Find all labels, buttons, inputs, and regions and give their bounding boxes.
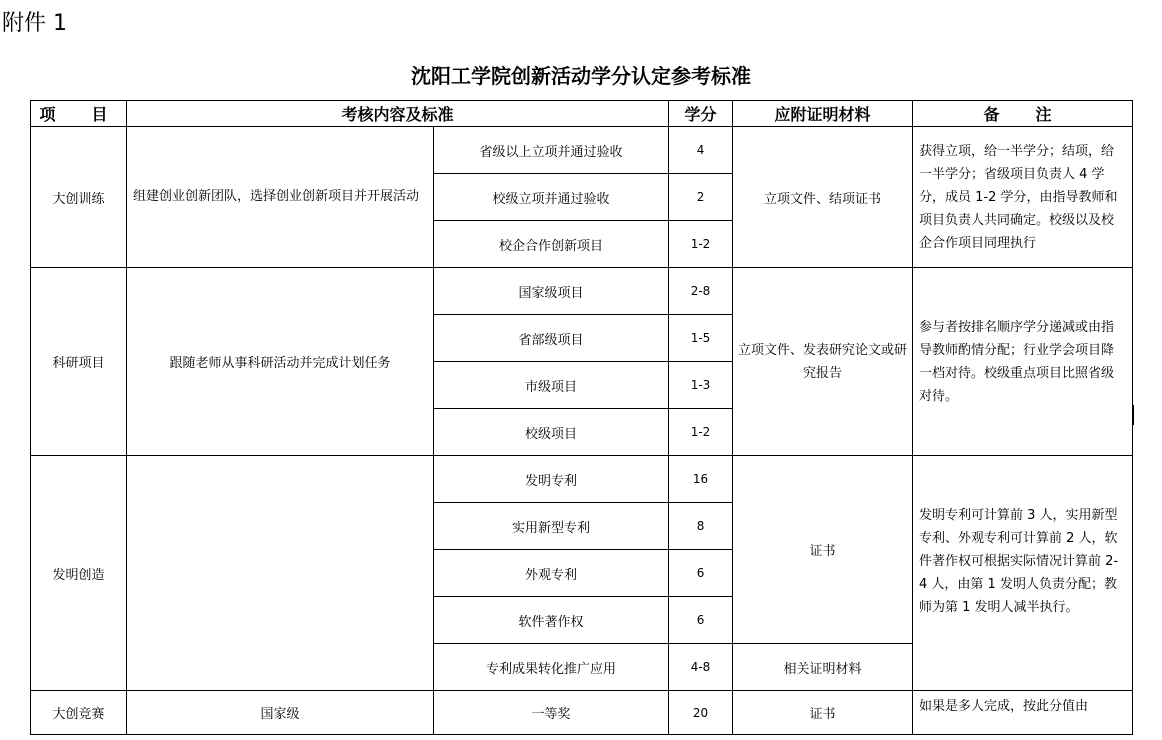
materials-faming: 证书 bbox=[733, 456, 913, 644]
category-keyan: 科研项目 bbox=[31, 268, 127, 456]
header-content: 考核内容及标准 bbox=[127, 101, 669, 127]
header-remarks: 备 注 bbox=[913, 101, 1133, 127]
header-materials: 应附证明材料 bbox=[733, 101, 913, 127]
credit-value: 16 bbox=[669, 456, 733, 503]
remarks-dachuang: 获得立项，给一半学分；结项，给一半学分；省级项目负责人 4 学分，成员 1-2 学分，由指导教师和项目负责人共同确定。校级以及校企合作项目同理执行 bbox=[913, 127, 1133, 268]
materials-jingsai: 证书 bbox=[733, 691, 913, 735]
text-cursor bbox=[1132, 405, 1134, 425]
table-row bbox=[31, 127, 1133, 174]
description-faming bbox=[127, 456, 434, 691]
category-jingsai: 大创竞赛 bbox=[31, 691, 127, 735]
credit-value: 1-5 bbox=[669, 315, 733, 362]
materials-dachuang: 立项文件、结项证书 bbox=[733, 127, 913, 268]
header-item: 项 目 bbox=[31, 101, 127, 127]
credit-value: 2-8 bbox=[669, 268, 733, 315]
criterion: 省级以上立项并通过验收 bbox=[434, 127, 669, 174]
table-row bbox=[31, 691, 1133, 735]
remarks-faming: 发明专利可计算前 3 人，实用新型专利、外观专利可计算前 2 人，软件著作权可根据实际情况计算前 2-4 人，由第 1 发明人负责分配；教师为第 1 发明人减半执行。 bbox=[913, 456, 1133, 691]
remarks-jingsai: 如果是多人完成，按此分值由 bbox=[913, 691, 1133, 735]
materials-keyan: 立项文件、发表研究论文或研究报告 bbox=[733, 268, 913, 456]
remarks-keyan: 参与者按排名顺序学分递减或由指导教师酌情分配；行业学会项目降一档对待。校级重点项目比照省级对待。 bbox=[913, 268, 1133, 456]
criterion: 实用新型专利 bbox=[434, 503, 669, 550]
header-credit: 学分 bbox=[669, 101, 733, 127]
credit-standard-table bbox=[30, 100, 1133, 735]
criterion: 校级项目 bbox=[434, 409, 669, 456]
award-jingsai: 一等奖 bbox=[434, 691, 669, 735]
description-dachuang: 组建创业创新团队，选择创业创新项目并开展活动 bbox=[127, 127, 434, 268]
credit-value: 1-2 bbox=[669, 409, 733, 456]
credit-value: 1-3 bbox=[669, 362, 733, 409]
credit-value: 1-2 bbox=[669, 221, 733, 268]
header-row bbox=[31, 101, 1133, 127]
criterion: 专利成果转化推广应用 bbox=[434, 644, 669, 691]
criterion: 校企合作创新项目 bbox=[434, 221, 669, 268]
credit-value: 8 bbox=[669, 503, 733, 550]
materials-faming-last: 相关证明材料 bbox=[733, 644, 913, 691]
criterion: 软件著作权 bbox=[434, 597, 669, 644]
criterion: 校级立项并通过验收 bbox=[434, 174, 669, 221]
level-jingsai: 国家级 bbox=[127, 691, 434, 735]
credit-value: 4 bbox=[669, 127, 733, 174]
credit-value: 2 bbox=[669, 174, 733, 221]
criterion: 外观专利 bbox=[434, 550, 669, 597]
criterion: 国家级项目 bbox=[434, 268, 669, 315]
category-faming: 发明创造 bbox=[31, 456, 127, 691]
credit-value: 6 bbox=[669, 550, 733, 597]
table-row bbox=[31, 268, 1133, 315]
page-title: 沈阳工学院创新活动学分认定参考标准 bbox=[411, 64, 751, 88]
criterion: 发明专利 bbox=[434, 456, 669, 503]
credit-value: 6 bbox=[669, 597, 733, 644]
criterion: 省部级项目 bbox=[434, 315, 669, 362]
credit-value: 20 bbox=[669, 691, 733, 735]
credit-value: 4-8 bbox=[669, 644, 733, 691]
table-row bbox=[31, 456, 1133, 503]
attachment-label: 附件 1 bbox=[2, 11, 67, 36]
criterion: 市级项目 bbox=[434, 362, 669, 409]
category-dachuang: 大创训练 bbox=[31, 127, 127, 268]
description-keyan: 跟随老师从事科研活动并完成计划任务 bbox=[127, 268, 434, 456]
